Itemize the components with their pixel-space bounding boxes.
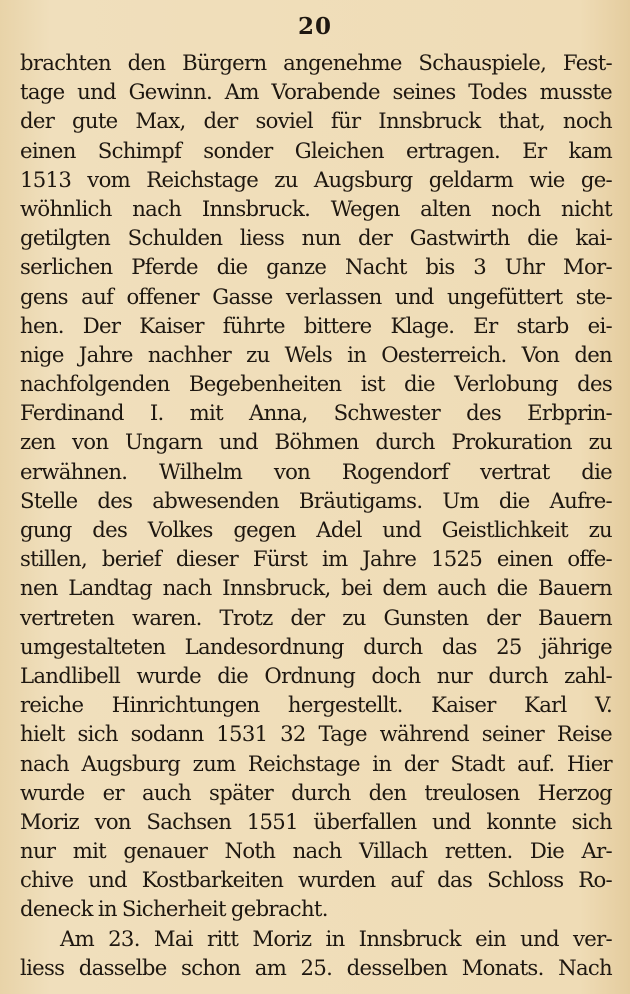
text-line: Ferdinand I. mit Anna, Schwester des Erbprin- xyxy=(20,400,612,426)
text-line: nur mit genauer Noth nach Villach retten. Die Ar- xyxy=(20,838,612,864)
text-line: hielt sich sodann 1531 32 Tage während seiner Reise xyxy=(20,721,612,747)
text-line: chive und Kostbarkeiten wurden auf das Schloss Ro- xyxy=(20,867,612,893)
text-line: gens auf offener Gasse verlassen und ungefüttert ste- xyxy=(20,283,612,309)
text-line: gung des Volkes gegen Adel und Geistlichkeit zu xyxy=(20,517,612,542)
text-line: reiche Hinrichtungen hergestellt. Kaiser Karl V. xyxy=(20,692,612,718)
text-line: Landlibell wurde die Ordnung doch nur durch zahl- xyxy=(20,662,612,688)
text-line: nen Landtag nach Innsbruck, bei dem auch die Bauern xyxy=(20,575,612,601)
text-line: wurde er auch später durch den treulosen Herzog xyxy=(20,779,612,805)
text-line: serlichen Pferde die ganze Nacht bis 3 Uhr Mor- xyxy=(20,254,612,280)
text-line: getilgten Schulden liess nun der Gastwirth die kai- xyxy=(20,225,612,251)
text-line: vertreten waren. Trotz der zu Gunsten der Bauern xyxy=(20,604,612,630)
text-line: wöhnlich nach Innsbruck. Wegen alten noch nicht xyxy=(20,195,612,221)
text-line: Stelle des abwesenden Bräutigams. Um die Aufre- xyxy=(20,487,612,513)
text-line: stillen, berief dieser Fürst im Jahre 1525 einen offe- xyxy=(20,546,612,572)
text-line: Am 23. Mai ritt Moriz in Innsbruck ein und ver- xyxy=(60,925,612,951)
page-number: 20 xyxy=(297,13,332,40)
body-text xyxy=(20,48,612,982)
text-line: tage und Gewinn. Am Vorabende seines Todes musste xyxy=(20,79,612,105)
text-line: umgestalteten Landesordnung durch das 25 jährige xyxy=(20,633,612,659)
text-line: zen von Ungarn und Böhmen durch Prokuration zu xyxy=(20,429,612,455)
text-line: der gute Max, der soviel für Innsbruck that, noch xyxy=(20,108,612,134)
text-line: brachten den Bürgern angenehme Schauspiele, Fest- xyxy=(20,50,612,75)
text-line: deneck in Sicherheit gebracht. xyxy=(20,896,328,922)
text-line: Moriz von Sachsen 1551 überfallen und konnte sich xyxy=(20,808,612,834)
text-line: nachfolgenden Begebenheiten ist die Verlobung des xyxy=(20,371,612,397)
paragraph-2 xyxy=(20,924,612,982)
text-line: nige Jahre nachher zu Wels in Oesterreich. Von den xyxy=(20,341,612,367)
text-line: einen Schimpf sonder Gleichen ertragen. Er kam xyxy=(20,137,612,163)
text-line: liess dasselbe schon am 25. desselben Monats. Nach xyxy=(20,954,612,980)
text-line: nach Augsburg zum Reichstage in der Stadt auf. Hier xyxy=(20,750,612,776)
text-line: hen. Der Kaiser führte bittere Klage. Er starb ei- xyxy=(20,312,612,338)
text-line: 1513 vom Reichstage zu Augsburg geldarm wie ge- xyxy=(20,166,612,192)
paragraph-1 xyxy=(20,48,612,924)
text-line: erwähnen. Wilhelm von Rogendorf vertrat die xyxy=(20,458,612,484)
